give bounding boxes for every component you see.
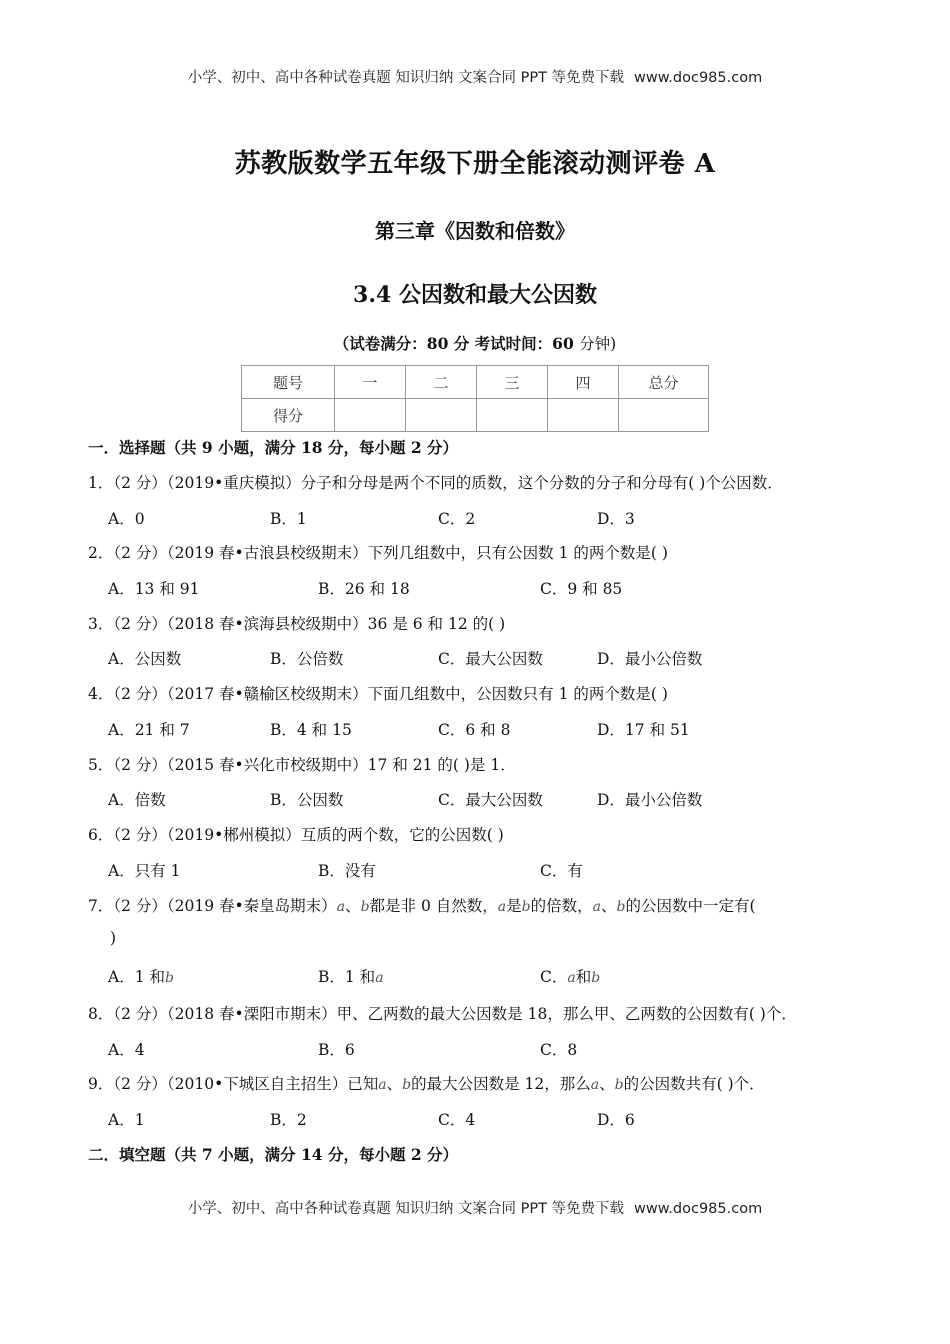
variable-b: b bbox=[164, 970, 174, 986]
score-cell[interactable] bbox=[548, 399, 619, 432]
option-c[interactable]: C．最大公因数 bbox=[438, 791, 543, 809]
option-b[interactable] bbox=[318, 965, 384, 987]
option-c[interactable]: C．6 和 8 bbox=[438, 721, 511, 739]
banner-url[interactable]: www.doc985.com bbox=[634, 1201, 763, 1217]
score-header-cell: 总分 bbox=[619, 366, 709, 399]
option-a[interactable]: A．公因数 bbox=[108, 650, 182, 668]
option-a[interactable]: A．0 bbox=[108, 510, 145, 528]
option-a[interactable]: A．倍数 bbox=[108, 791, 166, 809]
chapter-title: 第三章《因数和倍数》 bbox=[375, 219, 575, 243]
question-text: （2 分）（2019 春•古浪县校级期末）下列几组数中，只有公因数 1 的两个数是( ) bbox=[113, 544, 668, 562]
options-7 bbox=[108, 965, 868, 987]
question-text-part: 的最大公因数是 12，那么 bbox=[411, 1075, 591, 1093]
footer-banner bbox=[0, 1197, 950, 1218]
options-6 bbox=[108, 859, 868, 881]
option-b[interactable]: B．公倍数 bbox=[270, 650, 344, 668]
question-text-part: 、 bbox=[386, 1075, 403, 1093]
section-heading-choice: 一．选择题（共 9 小题，满分 18 分，每小题 2 分） bbox=[88, 438, 459, 457]
question-text: （2 分）（2015 春•兴化市校级期中）17 和 21 的( )是 1． bbox=[113, 756, 516, 774]
question-text: （2 分）（2019•重庆模拟）分子和分母是两个不同的质数，这个分数的分子和分母有( )个公因数． bbox=[113, 474, 783, 492]
options-9 bbox=[108, 1108, 868, 1130]
question-number: 9． bbox=[88, 1075, 114, 1093]
question-text-prefix: （2 分）（2010•下城区自主招生）已知 bbox=[113, 1075, 379, 1093]
option-c[interactable]: C．8 bbox=[540, 1041, 578, 1059]
question-3 bbox=[88, 612, 505, 634]
score-cell[interactable] bbox=[406, 399, 477, 432]
options-1 bbox=[108, 507, 868, 529]
option-b[interactable]: B．6 bbox=[318, 1041, 355, 1059]
banner-text: 小学、初中、高中各种试卷真题 知识归纳 文案合同 PPT 等免费下载 bbox=[187, 70, 625, 86]
variable-a: a bbox=[592, 899, 601, 915]
option-label: C． bbox=[540, 968, 568, 986]
score-table bbox=[241, 365, 709, 432]
score-cell[interactable] bbox=[335, 399, 406, 432]
question-number: 6． bbox=[88, 826, 114, 844]
question-number: 1． bbox=[88, 474, 114, 492]
exam-info bbox=[0, 332, 950, 354]
option-b[interactable]: B．公因数 bbox=[270, 791, 344, 809]
question-text-part: 的公因数中一定有( bbox=[625, 897, 756, 915]
question-4 bbox=[88, 682, 668, 704]
variable-a: a bbox=[590, 1077, 600, 1093]
variable-a: a bbox=[497, 899, 507, 915]
variable-b: b bbox=[616, 899, 626, 915]
question-text: （2 分）（2018 春•溧阳市期末）甲、乙两数的最大公因数是 18，那么甲、乙两数的公因数有( )个． bbox=[113, 1005, 797, 1023]
document-title: 苏教版数学五年级下册全能滚动测评卷 A bbox=[234, 149, 716, 179]
question-text-part: 、 bbox=[599, 1075, 615, 1093]
question-text: （2 分）（2019•郴州模拟）互质的两个数，它的公因数( ) bbox=[113, 826, 504, 844]
question-6 bbox=[88, 823, 504, 845]
question-1 bbox=[88, 471, 783, 493]
option-b[interactable]: B．2 bbox=[270, 1111, 307, 1129]
option-c[interactable]: C．最大公因数 bbox=[438, 650, 543, 668]
question-5 bbox=[88, 753, 516, 775]
question-8 bbox=[88, 1002, 797, 1024]
options-4 bbox=[108, 718, 868, 740]
variable-b: b bbox=[591, 970, 601, 986]
question-text-prefix: （2 分）（2019 春•秦皇岛期末） bbox=[113, 897, 337, 915]
option-b[interactable]: B．26 和 18 bbox=[318, 580, 410, 598]
question-7-continuation: ) bbox=[110, 929, 117, 947]
option-a[interactable] bbox=[108, 965, 174, 987]
question-text-part: 的公因数共有( )个． bbox=[623, 1075, 765, 1093]
score-header-cell: 四 bbox=[548, 366, 619, 399]
variable-a: a bbox=[567, 970, 576, 986]
option-b[interactable]: B．没有 bbox=[318, 862, 376, 880]
section-title: 3.4 公因数和最大公因数 bbox=[353, 282, 597, 308]
variable-a: a bbox=[336, 899, 346, 915]
option-c[interactable] bbox=[540, 965, 600, 987]
options-2 bbox=[108, 577, 868, 599]
variable-a: a bbox=[378, 1077, 387, 1093]
score-table-score-row bbox=[242, 399, 709, 432]
option-a[interactable]: A．21 和 7 bbox=[108, 721, 190, 739]
option-d[interactable]: D．3 bbox=[597, 510, 635, 528]
option-c[interactable]: C．有 bbox=[540, 862, 583, 880]
question-text-part: 的倍数， bbox=[530, 897, 593, 915]
score-header-cell: 三 bbox=[477, 366, 548, 399]
variable-b: b bbox=[521, 899, 531, 915]
question-text-part: 都是非 0 自然数， bbox=[369, 897, 498, 915]
option-b[interactable]: B．1 bbox=[270, 510, 307, 528]
option-b[interactable]: B．4 和 15 bbox=[270, 721, 352, 739]
question-text: （2 分）（2018 春•滨海县校级期中）36 是 6 和 12 的( ) bbox=[113, 615, 506, 633]
score-cell[interactable] bbox=[477, 399, 548, 432]
question-9 bbox=[88, 1072, 765, 1094]
score-row-label: 得分 bbox=[242, 399, 335, 432]
banner-text: 小学、初中、高中各种试卷真题 知识归纳 文案合同 PPT 等免费下载 bbox=[187, 1201, 625, 1217]
question-2 bbox=[88, 541, 668, 563]
variable-b: b bbox=[360, 899, 370, 915]
option-label: A．1 和 bbox=[108, 968, 165, 986]
variable-b: b bbox=[402, 1077, 412, 1093]
variable-a: a bbox=[375, 970, 384, 986]
option-label: 和 bbox=[575, 968, 592, 986]
option-label: B．1 和 bbox=[318, 968, 376, 986]
score-header-cell: 题号 bbox=[242, 366, 335, 399]
question-7 bbox=[88, 894, 756, 916]
option-d[interactable]: D．17 和 51 bbox=[597, 721, 690, 739]
option-a[interactable]: A．1 bbox=[108, 1111, 145, 1129]
option-c[interactable]: C．4 bbox=[438, 1111, 476, 1129]
option-c[interactable]: C．9 和 85 bbox=[540, 580, 623, 598]
score-header-cell: 二 bbox=[406, 366, 477, 399]
option-c[interactable]: C．2 bbox=[438, 510, 476, 528]
question-text-part: 是 bbox=[506, 897, 522, 915]
question-number: 4． bbox=[88, 685, 114, 703]
header-banner bbox=[0, 66, 950, 87]
score-header-cell: 一 bbox=[335, 366, 406, 399]
option-d[interactable]: D．最小公倍数 bbox=[597, 650, 703, 668]
question-text-part: 、 bbox=[345, 897, 361, 915]
option-d[interactable]: D．6 bbox=[597, 1111, 635, 1129]
variable-b: b bbox=[614, 1077, 624, 1093]
option-a[interactable]: A．13 和 91 bbox=[108, 580, 200, 598]
options-5 bbox=[108, 788, 868, 810]
score-table-header-row bbox=[242, 366, 709, 399]
question-number: 3． bbox=[88, 615, 114, 633]
exam-info-main: （试卷满分：80 分 考试时间：60 bbox=[333, 334, 580, 353]
option-a[interactable]: A．4 bbox=[108, 1041, 145, 1059]
option-a[interactable]: A．只有 1 bbox=[108, 862, 181, 880]
score-cell[interactable] bbox=[619, 399, 709, 432]
banner-url[interactable]: www.doc985.com bbox=[634, 70, 763, 86]
question-number: 8． bbox=[88, 1005, 114, 1023]
question-number: 7． bbox=[88, 897, 114, 915]
exam-info-suffix: 分钟) bbox=[579, 335, 617, 353]
section-heading-fill-in: 二．填空题（共 7 小题，满分 14 分，每小题 2 分） bbox=[88, 1145, 459, 1164]
option-d[interactable]: D．最小公倍数 bbox=[597, 791, 703, 809]
question-text: （2 分）（2017 春•赣榆区校级期末）下面几组数中，公因数只有 1 的两个数是( ) bbox=[113, 685, 668, 703]
options-3 bbox=[108, 647, 868, 669]
question-number: 2． bbox=[88, 544, 114, 562]
question-number: 5． bbox=[88, 756, 114, 774]
options-8 bbox=[108, 1038, 868, 1060]
question-text-part: 、 bbox=[600, 897, 617, 915]
